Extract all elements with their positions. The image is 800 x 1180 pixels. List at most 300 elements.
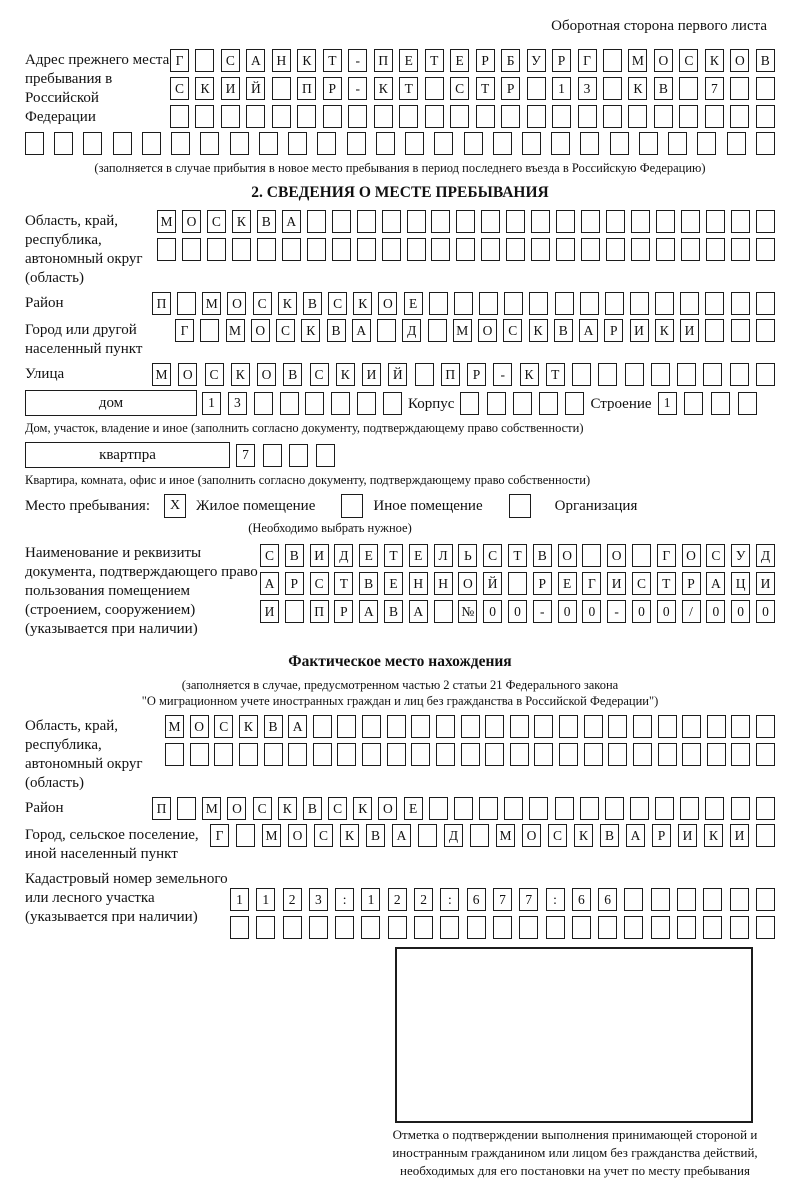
char-cell[interactable]: Р — [533, 572, 552, 595]
char-cell[interactable]: И — [260, 600, 279, 623]
char-cell[interactable]: Р — [476, 49, 495, 72]
char-cell[interactable]: Ц — [731, 572, 750, 595]
char-cell[interactable] — [83, 132, 102, 155]
char-cell[interactable] — [387, 715, 406, 738]
char-cell[interactable]: К — [278, 797, 297, 820]
char-cell[interactable]: Н — [272, 49, 291, 72]
char-cell[interactable]: Р — [323, 77, 342, 100]
char-cell[interactable]: В — [600, 824, 619, 847]
char-cell[interactable] — [434, 600, 453, 623]
char-cell[interactable] — [476, 105, 495, 128]
char-cell[interactable]: А — [288, 715, 307, 738]
char-cell[interactable] — [705, 105, 724, 128]
char-cell[interactable]: В — [303, 797, 322, 820]
stay-option-other-checkbox[interactable] — [341, 494, 363, 518]
char-cell[interactable] — [434, 132, 453, 155]
char-cell[interactable] — [288, 132, 307, 155]
char-cell[interactable]: П — [152, 797, 171, 820]
char-cell[interactable] — [705, 319, 724, 342]
char-cell[interactable]: И — [310, 544, 329, 567]
char-cell[interactable] — [633, 715, 652, 738]
char-cell[interactable]: К — [704, 824, 723, 847]
char-cell[interactable] — [668, 132, 687, 155]
char-cell[interactable]: 2 — [283, 888, 302, 911]
char-cell[interactable]: 6 — [598, 888, 617, 911]
char-cell[interactable] — [756, 319, 775, 342]
char-cell[interactable] — [195, 49, 214, 72]
char-cell[interactable] — [534, 715, 553, 738]
char-cell[interactable] — [555, 292, 574, 315]
char-cell[interactable]: К — [297, 49, 316, 72]
char-cell[interactable]: К — [529, 319, 548, 342]
char-cell[interactable] — [513, 392, 532, 415]
char-cell[interactable] — [580, 292, 599, 315]
char-cell[interactable] — [706, 238, 725, 261]
char-cell[interactable] — [493, 132, 512, 155]
char-cell[interactable]: 0 — [657, 600, 676, 623]
char-cell[interactable]: 0 — [483, 600, 502, 623]
char-cell[interactable]: 2 — [388, 888, 407, 911]
char-cell[interactable]: - — [607, 600, 626, 623]
char-cell[interactable] — [682, 743, 701, 766]
char-cell[interactable] — [651, 888, 670, 911]
char-cell[interactable]: У — [731, 544, 750, 567]
char-cell[interactable] — [313, 743, 332, 766]
char-cell[interactable]: К — [231, 363, 250, 386]
char-cell[interactable] — [631, 238, 650, 261]
char-cell[interactable]: А — [352, 319, 371, 342]
char-cell[interactable]: Е — [359, 544, 378, 567]
char-cell[interactable]: С — [260, 544, 279, 567]
char-cell[interactable]: Р — [285, 572, 304, 595]
char-cell[interactable] — [731, 797, 750, 820]
char-cell[interactable] — [456, 238, 475, 261]
char-cell[interactable] — [681, 210, 700, 233]
char-cell[interactable] — [383, 392, 402, 415]
char-cell[interactable] — [272, 77, 291, 100]
char-cell[interactable]: Р — [682, 572, 701, 595]
char-cell[interactable] — [431, 210, 450, 233]
char-cell[interactable]: Р — [604, 319, 623, 342]
char-cell[interactable] — [519, 916, 538, 939]
char-cell[interactable]: 7 — [236, 444, 255, 467]
char-cell[interactable]: К — [301, 319, 320, 342]
char-cell[interactable] — [316, 444, 335, 467]
char-cell[interactable] — [679, 105, 698, 128]
char-cell[interactable]: О — [227, 797, 246, 820]
char-cell[interactable] — [651, 916, 670, 939]
char-cell[interactable] — [504, 292, 523, 315]
char-cell[interactable] — [195, 105, 214, 128]
char-cell[interactable] — [756, 824, 775, 847]
char-cell[interactable]: И — [678, 824, 697, 847]
char-cell[interactable]: В — [384, 600, 403, 623]
char-cell[interactable] — [756, 105, 775, 128]
char-cell[interactable] — [756, 292, 775, 315]
char-cell[interactable]: Е — [384, 572, 403, 595]
char-cell[interactable] — [684, 392, 703, 415]
char-cell[interactable] — [283, 916, 302, 939]
char-cell[interactable] — [411, 715, 430, 738]
char-cell[interactable] — [546, 916, 565, 939]
char-cell[interactable] — [711, 392, 730, 415]
char-cell[interactable] — [656, 210, 675, 233]
char-cell[interactable] — [677, 916, 696, 939]
char-cell[interactable] — [337, 743, 356, 766]
char-cell[interactable] — [317, 132, 336, 155]
char-cell[interactable] — [572, 916, 591, 939]
char-cell[interactable]: О — [378, 292, 397, 315]
char-cell[interactable] — [313, 715, 332, 738]
char-cell[interactable]: Д — [334, 544, 353, 567]
char-cell[interactable]: В — [359, 572, 378, 595]
char-cell[interactable] — [177, 797, 196, 820]
char-cell[interactable] — [531, 238, 550, 261]
char-cell[interactable] — [493, 916, 512, 939]
char-cell[interactable]: О — [257, 363, 276, 386]
char-cell[interactable]: Т — [657, 572, 676, 595]
char-cell[interactable] — [200, 132, 219, 155]
char-cell[interactable] — [727, 132, 746, 155]
char-cell[interactable] — [428, 319, 447, 342]
char-cell[interactable]: 0 — [558, 600, 577, 623]
char-cell[interactable]: 0 — [582, 600, 601, 623]
char-cell[interactable]: О — [182, 210, 201, 233]
char-cell[interactable] — [425, 105, 444, 128]
char-cell[interactable]: Й — [483, 572, 502, 595]
char-cell[interactable] — [506, 238, 525, 261]
char-cell[interactable] — [756, 916, 775, 939]
char-cell[interactable] — [584, 743, 603, 766]
char-cell[interactable] — [534, 743, 553, 766]
char-cell[interactable]: О — [378, 797, 397, 820]
char-cell[interactable]: 1 — [202, 392, 221, 415]
char-cell[interactable] — [632, 544, 651, 567]
char-cell[interactable]: С — [632, 572, 651, 595]
char-cell[interactable] — [655, 292, 674, 315]
char-cell[interactable] — [738, 392, 757, 415]
char-cell[interactable]: 1 — [552, 77, 571, 100]
char-cell[interactable] — [230, 916, 249, 939]
char-cell[interactable] — [272, 105, 291, 128]
char-cell[interactable] — [171, 132, 190, 155]
char-cell[interactable]: К — [336, 363, 355, 386]
char-cell[interactable] — [481, 210, 500, 233]
char-cell[interactable] — [309, 916, 328, 939]
char-cell[interactable]: О — [730, 49, 749, 72]
char-cell[interactable] — [529, 292, 548, 315]
char-cell[interactable] — [630, 797, 649, 820]
char-cell[interactable] — [461, 715, 480, 738]
char-cell[interactable]: 3 — [309, 888, 328, 911]
char-cell[interactable]: Е — [404, 797, 423, 820]
char-cell[interactable] — [418, 824, 437, 847]
char-cell[interactable]: С — [706, 544, 725, 567]
char-cell[interactable]: 7 — [519, 888, 538, 911]
char-cell[interactable] — [236, 824, 255, 847]
char-cell[interactable]: Т — [476, 77, 495, 100]
char-cell[interactable]: 0 — [731, 600, 750, 623]
char-cell[interactable] — [200, 319, 219, 342]
char-cell[interactable] — [756, 210, 775, 233]
char-cell[interactable] — [470, 824, 489, 847]
char-cell[interactable]: С — [328, 797, 347, 820]
char-cell[interactable]: Е — [404, 292, 423, 315]
char-cell[interactable]: К — [574, 824, 593, 847]
char-cell[interactable] — [681, 238, 700, 261]
char-cell[interactable] — [376, 132, 395, 155]
char-cell[interactable] — [703, 888, 722, 911]
char-cell[interactable] — [405, 132, 424, 155]
char-cell[interactable] — [256, 916, 275, 939]
char-cell[interactable] — [639, 132, 658, 155]
char-cell[interactable] — [508, 572, 527, 595]
char-cell[interactable] — [259, 132, 278, 155]
char-cell[interactable] — [285, 600, 304, 623]
char-cell[interactable] — [177, 292, 196, 315]
char-cell[interactable] — [680, 797, 699, 820]
char-cell[interactable] — [425, 77, 444, 100]
char-cell[interactable] — [658, 715, 677, 738]
char-cell[interactable] — [559, 743, 578, 766]
char-cell[interactable]: С — [548, 824, 567, 847]
char-cell[interactable] — [565, 392, 584, 415]
char-cell[interactable]: О — [227, 292, 246, 315]
char-cell[interactable]: Р — [552, 49, 571, 72]
char-cell[interactable]: В — [366, 824, 385, 847]
char-cell[interactable]: М — [628, 49, 647, 72]
char-cell[interactable]: В — [554, 319, 573, 342]
char-cell[interactable] — [705, 797, 724, 820]
char-cell[interactable] — [556, 210, 575, 233]
char-cell[interactable]: К — [239, 715, 258, 738]
char-cell[interactable] — [415, 363, 434, 386]
char-cell[interactable] — [731, 319, 750, 342]
char-cell[interactable]: Г — [210, 824, 229, 847]
char-cell[interactable] — [221, 105, 240, 128]
char-cell[interactable] — [337, 715, 356, 738]
char-cell[interactable] — [504, 797, 523, 820]
char-cell[interactable]: В — [327, 319, 346, 342]
char-cell[interactable] — [677, 888, 696, 911]
char-cell[interactable] — [624, 888, 643, 911]
char-cell[interactable] — [387, 743, 406, 766]
char-cell[interactable]: К — [340, 824, 359, 847]
char-cell[interactable]: С — [214, 715, 233, 738]
char-cell[interactable]: С — [253, 292, 272, 315]
char-cell[interactable] — [598, 916, 617, 939]
char-cell[interactable]: Т — [323, 49, 342, 72]
char-cell[interactable]: К — [655, 319, 674, 342]
char-cell[interactable]: С — [310, 572, 329, 595]
char-cell[interactable]: С — [253, 797, 272, 820]
char-cell[interactable] — [429, 797, 448, 820]
char-cell[interactable] — [510, 743, 529, 766]
char-cell[interactable]: А — [260, 572, 279, 595]
char-cell[interactable]: Й — [246, 77, 265, 100]
char-cell[interactable]: И — [680, 319, 699, 342]
char-cell[interactable]: Л — [434, 544, 453, 567]
char-cell[interactable]: К — [195, 77, 214, 100]
char-cell[interactable]: С — [328, 292, 347, 315]
char-cell[interactable] — [603, 105, 622, 128]
stay-option-organization-checkbox[interactable] — [509, 494, 531, 518]
char-cell[interactable] — [450, 105, 469, 128]
char-cell[interactable] — [323, 105, 342, 128]
char-cell[interactable]: В — [533, 544, 552, 567]
char-cell[interactable]: - — [493, 363, 512, 386]
char-cell[interactable] — [582, 544, 601, 567]
char-cell[interactable] — [332, 238, 351, 261]
char-cell[interactable] — [756, 715, 775, 738]
char-cell[interactable]: М — [496, 824, 515, 847]
char-cell[interactable] — [731, 743, 750, 766]
char-cell[interactable]: : — [440, 888, 459, 911]
char-cell[interactable]: К — [374, 77, 393, 100]
char-cell[interactable]: Б — [501, 49, 520, 72]
char-cell[interactable]: С — [314, 824, 333, 847]
char-cell[interactable] — [481, 238, 500, 261]
char-cell[interactable]: 6 — [467, 888, 486, 911]
char-cell[interactable]: О — [288, 824, 307, 847]
char-cell[interactable] — [411, 743, 430, 766]
char-cell[interactable] — [182, 238, 201, 261]
char-cell[interactable] — [707, 743, 726, 766]
char-cell[interactable]: О — [251, 319, 270, 342]
char-cell[interactable] — [608, 743, 627, 766]
char-cell[interactable] — [603, 49, 622, 72]
char-cell[interactable] — [264, 743, 283, 766]
char-cell[interactable]: 0 — [632, 600, 651, 623]
char-cell[interactable] — [730, 916, 749, 939]
char-cell[interactable] — [624, 916, 643, 939]
char-cell[interactable]: Е — [399, 49, 418, 72]
char-cell[interactable] — [531, 210, 550, 233]
char-cell[interactable]: Т — [546, 363, 565, 386]
char-cell[interactable] — [142, 132, 161, 155]
char-cell[interactable] — [510, 715, 529, 738]
char-cell[interactable] — [608, 715, 627, 738]
char-cell[interactable]: В — [303, 292, 322, 315]
char-cell[interactable]: П — [441, 363, 460, 386]
char-cell[interactable]: П — [374, 49, 393, 72]
char-cell[interactable]: Д — [444, 824, 463, 847]
char-cell[interactable]: В — [756, 49, 775, 72]
char-cell[interactable]: О — [478, 319, 497, 342]
char-cell[interactable]: К — [278, 292, 297, 315]
char-cell[interactable] — [551, 132, 570, 155]
char-cell[interactable] — [307, 238, 326, 261]
char-cell[interactable] — [207, 238, 226, 261]
char-cell[interactable] — [581, 238, 600, 261]
char-cell[interactable]: Ь — [458, 544, 477, 567]
char-cell[interactable] — [239, 743, 258, 766]
char-cell[interactable] — [654, 105, 673, 128]
char-cell[interactable]: И — [630, 319, 649, 342]
char-cell[interactable]: М — [262, 824, 281, 847]
char-cell[interactable]: - — [533, 600, 552, 623]
char-cell[interactable] — [348, 105, 367, 128]
char-cell[interactable] — [605, 292, 624, 315]
char-cell[interactable] — [655, 797, 674, 820]
char-cell[interactable] — [362, 743, 381, 766]
char-cell[interactable] — [436, 715, 455, 738]
char-cell[interactable] — [731, 715, 750, 738]
char-cell[interactable] — [429, 292, 448, 315]
char-cell[interactable]: Г — [582, 572, 601, 595]
char-cell[interactable]: Д — [402, 319, 421, 342]
char-cell[interactable]: П — [310, 600, 329, 623]
char-cell[interactable] — [289, 444, 308, 467]
char-cell[interactable] — [756, 797, 775, 820]
char-cell[interactable]: П — [297, 77, 316, 100]
char-cell[interactable] — [479, 797, 498, 820]
char-cell[interactable] — [307, 210, 326, 233]
char-cell[interactable]: Е — [558, 572, 577, 595]
char-cell[interactable]: С — [207, 210, 226, 233]
char-cell[interactable] — [706, 210, 725, 233]
char-cell[interactable] — [485, 715, 504, 738]
char-cell[interactable] — [362, 715, 381, 738]
char-cell[interactable] — [460, 392, 479, 415]
char-cell[interactable] — [467, 916, 486, 939]
char-cell[interactable] — [414, 916, 433, 939]
char-cell[interactable] — [522, 132, 541, 155]
char-cell[interactable]: 3 — [578, 77, 597, 100]
char-cell[interactable]: А — [246, 49, 265, 72]
char-cell[interactable] — [756, 363, 775, 386]
char-cell[interactable]: М — [202, 292, 221, 315]
char-cell[interactable]: В — [285, 544, 304, 567]
char-cell[interactable]: С — [276, 319, 295, 342]
char-cell[interactable] — [388, 916, 407, 939]
char-cell[interactable] — [257, 238, 276, 261]
char-cell[interactable]: И — [730, 824, 749, 847]
char-cell[interactable] — [730, 888, 749, 911]
char-cell[interactable] — [357, 238, 376, 261]
char-cell[interactable]: И — [607, 572, 626, 595]
char-cell[interactable] — [598, 363, 617, 386]
char-cell[interactable]: - — [348, 77, 367, 100]
char-cell[interactable] — [479, 292, 498, 315]
char-cell[interactable]: О — [190, 715, 209, 738]
char-cell[interactable] — [731, 238, 750, 261]
char-cell[interactable]: П — [152, 292, 171, 315]
char-cell[interactable] — [555, 797, 574, 820]
char-cell[interactable] — [631, 210, 650, 233]
char-cell[interactable]: И — [756, 572, 775, 595]
char-cell[interactable] — [170, 105, 189, 128]
char-cell[interactable]: М — [152, 363, 171, 386]
char-cell[interactable] — [625, 363, 644, 386]
char-cell[interactable] — [703, 363, 722, 386]
char-cell[interactable]: С — [450, 77, 469, 100]
char-cell[interactable] — [756, 132, 775, 155]
char-cell[interactable]: Г — [175, 319, 194, 342]
char-cell[interactable] — [656, 238, 675, 261]
char-cell[interactable] — [263, 444, 282, 467]
char-cell[interactable] — [454, 797, 473, 820]
char-cell[interactable] — [580, 132, 599, 155]
char-cell[interactable] — [605, 797, 624, 820]
char-cell[interactable]: Т — [425, 49, 444, 72]
char-cell[interactable]: А — [579, 319, 598, 342]
char-cell[interactable]: М — [165, 715, 184, 738]
char-cell[interactable] — [436, 743, 455, 766]
char-cell[interactable]: А — [392, 824, 411, 847]
char-cell[interactable]: О — [654, 49, 673, 72]
char-cell[interactable]: О — [682, 544, 701, 567]
